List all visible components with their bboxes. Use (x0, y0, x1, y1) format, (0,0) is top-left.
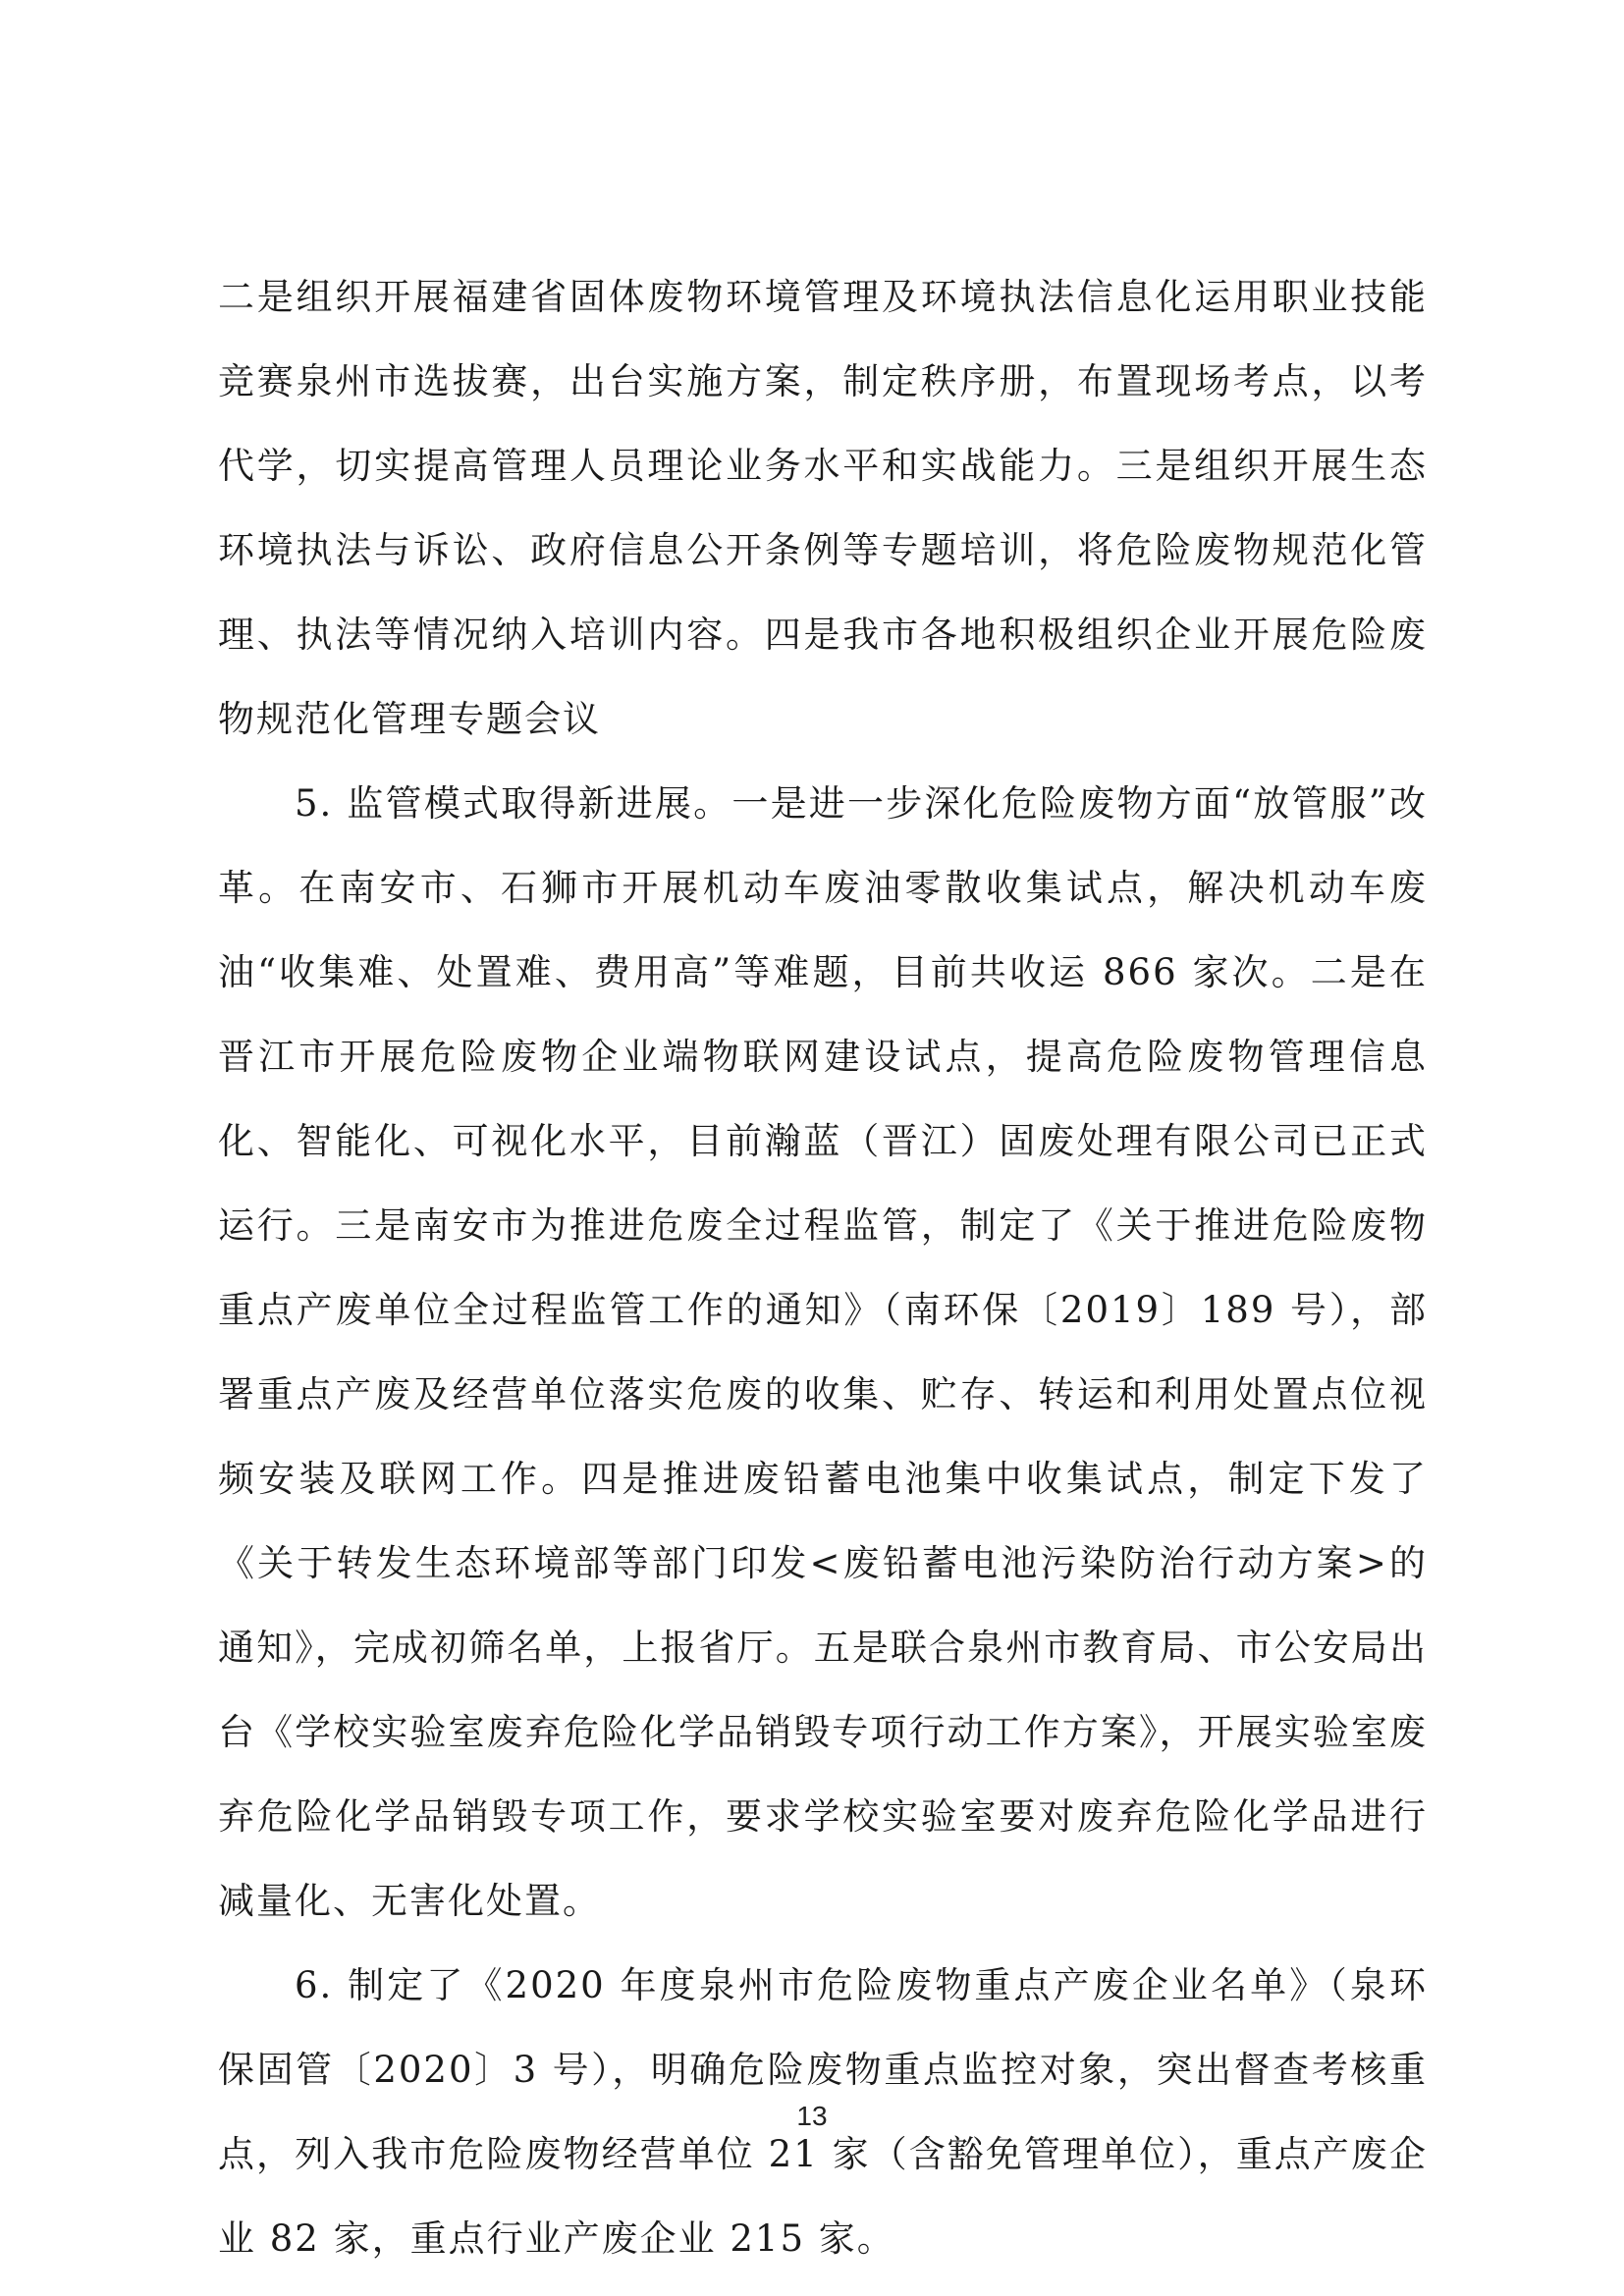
paragraph-continued: 二是组织开展福建省固体废物环境管理及环境执法信息化运用职业技能竞赛泉州市选拔赛，出台实施方案，制定秩序册，布置现场考点，以考代学，切实提高管理人员理论业务水平和实战能力。三是组织开展生态环境执法与诉讼、政府信息公开条例等专题培训，将危险废物规范化管理、执法等情况纳入培训内容。四是我市各地积极组织企业开展危险废物规范化管理专题会议 (218, 276, 1428, 740)
paragraph-item-6: 6. 制定了《2020 年度泉州市危险废物重点产废企业名单》（泉环保固管〔2020〕3 号），明确危险废物重点监控对象，突出督查考核重点，列入我市危险废物经营单位 21 家（含豁免管理单位），重点产废企业 82 家，重点行业产废企业 215 家。 (218, 1964, 1428, 2260)
body-text (218, 255, 1428, 2281)
page-number: 13 (796, 2101, 828, 2131)
paragraph-item-5: 5. 监管模式取得新进展。一是进一步深化危险废物方面“放管服”改革。在南安市、石狮市开展机动车废油零散收集试点，解决机动车废油“收集难、处置难、费用高”等难题，目前共收运 866 家次。二是在晋江市开展危险废物企业端物联网建设试点，提高危险废物管理信息化、智能化、可视化水平，目前瀚蓝（晋江）固废处理有限公司已正式运行。三是南安市为推进危废全过程监管，制定了《关于推进危险废物重点产废单位全过程监管工作的通知》（南环保〔2019〕189 号），部署重点产废及经营单位落实危废的收集、贮存、转运和利用处置点位视频安装及联网工作。四是推进废铅蓄电池集中收集试点，制定下发了《关于转发生态环境部等部门印发<废铅蓄电池污染防治行动方案>的通知》，完成初筛名单，上报省厅。五是联合泉州市教育局、市公安局出台《学校实验室废弃危险化学品销毁专项行动工作方案》，开展实验室废弃危险化学品销毁专项工作，要求学校实验室要对废弃危险化学品进行减量化、无害化处置。 (218, 782, 1428, 1922)
